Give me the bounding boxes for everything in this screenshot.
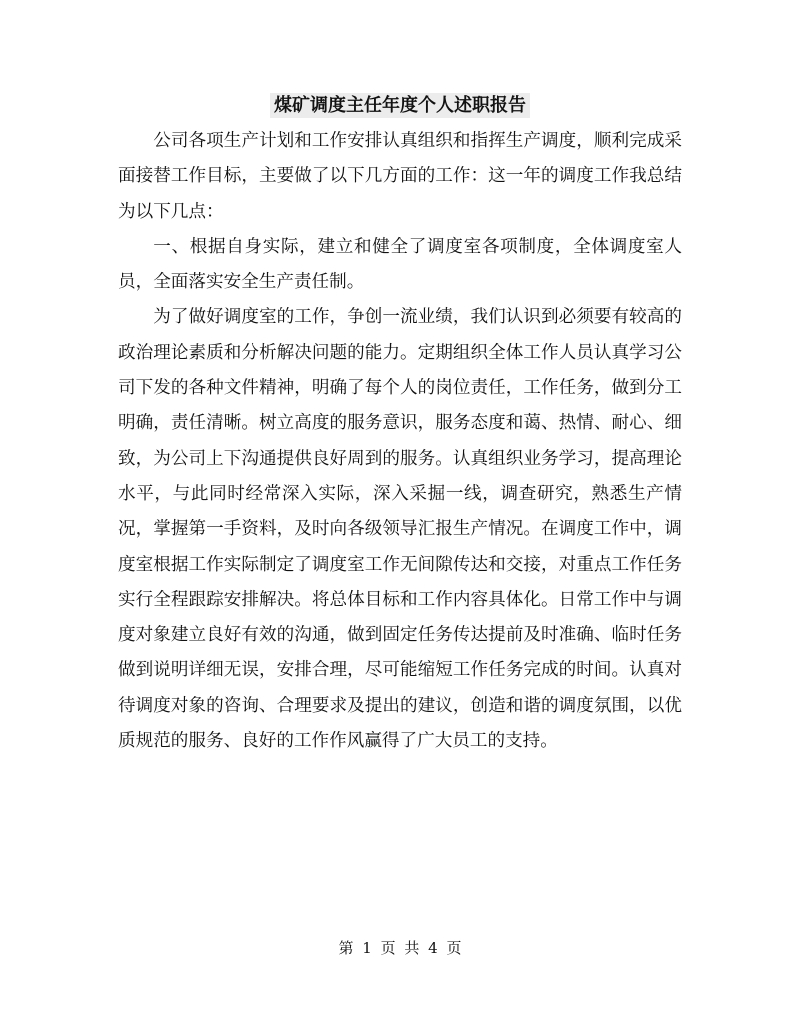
- paragraph-intro: 公司各项生产计划和工作安排认真组织和指挥生产调度，顺利完成采面接替工作目标，主要做了以下几方面的工作：这一年的调度工作我总结为以下几点：: [118, 131, 682, 222]
- paragraph-details: 为了做好调度室的工作，争创一流业绩，我们认识到必须要有较高的政治理论素质和分析解决问题的能力。定期组织全体工作人员认真学习公司下发的各种文件精神，明确了每个人的岗位责任，工作任务，做到分工明确，责任清晰。树立高度的服务意识，服务态度和蔼、热情、耐心、细致，为公司上下沟通提供良好周到的服务。认真组织业务学习，提高理论水平，与此同时经常深入实际，深入采掘一线，调查研究，熟悉生产情况，掌握第一手资料，及时向各级领导汇报生产情况。在调度工作中，调度室根据工作实际制定了调度室工作无间隙传达和交接，对重点工作任务实行全程跟踪安排解决。将总体目标和工作内容具体化。日常工作中与调度对象建立良好有效的沟通，做到固定任务传达提前及时准确、临时任务做到说明详细无误，安排合理，尽可能缩短工作任务完成的时间。认真对待调度对象的咨询、合理要求及提出的建议，创造和谐的调度氛围，以优质规范的服务、良好的工作作风赢得了广大员工的支持。: [118, 307, 682, 752]
- page-footer: 第 1 页 共 4 页: [338, 939, 462, 957]
- paragraph-point-one: 一、根据自身实际，建立和健全了调度室各项制度，全体调度室人员，全面落实安全生产责任制。: [118, 236, 682, 293]
- document-title: [0, 88, 800, 124]
- document-title-text: 煤矿调度主任年度个人述职报告: [270, 93, 530, 118]
- document-body: [118, 124, 682, 759]
